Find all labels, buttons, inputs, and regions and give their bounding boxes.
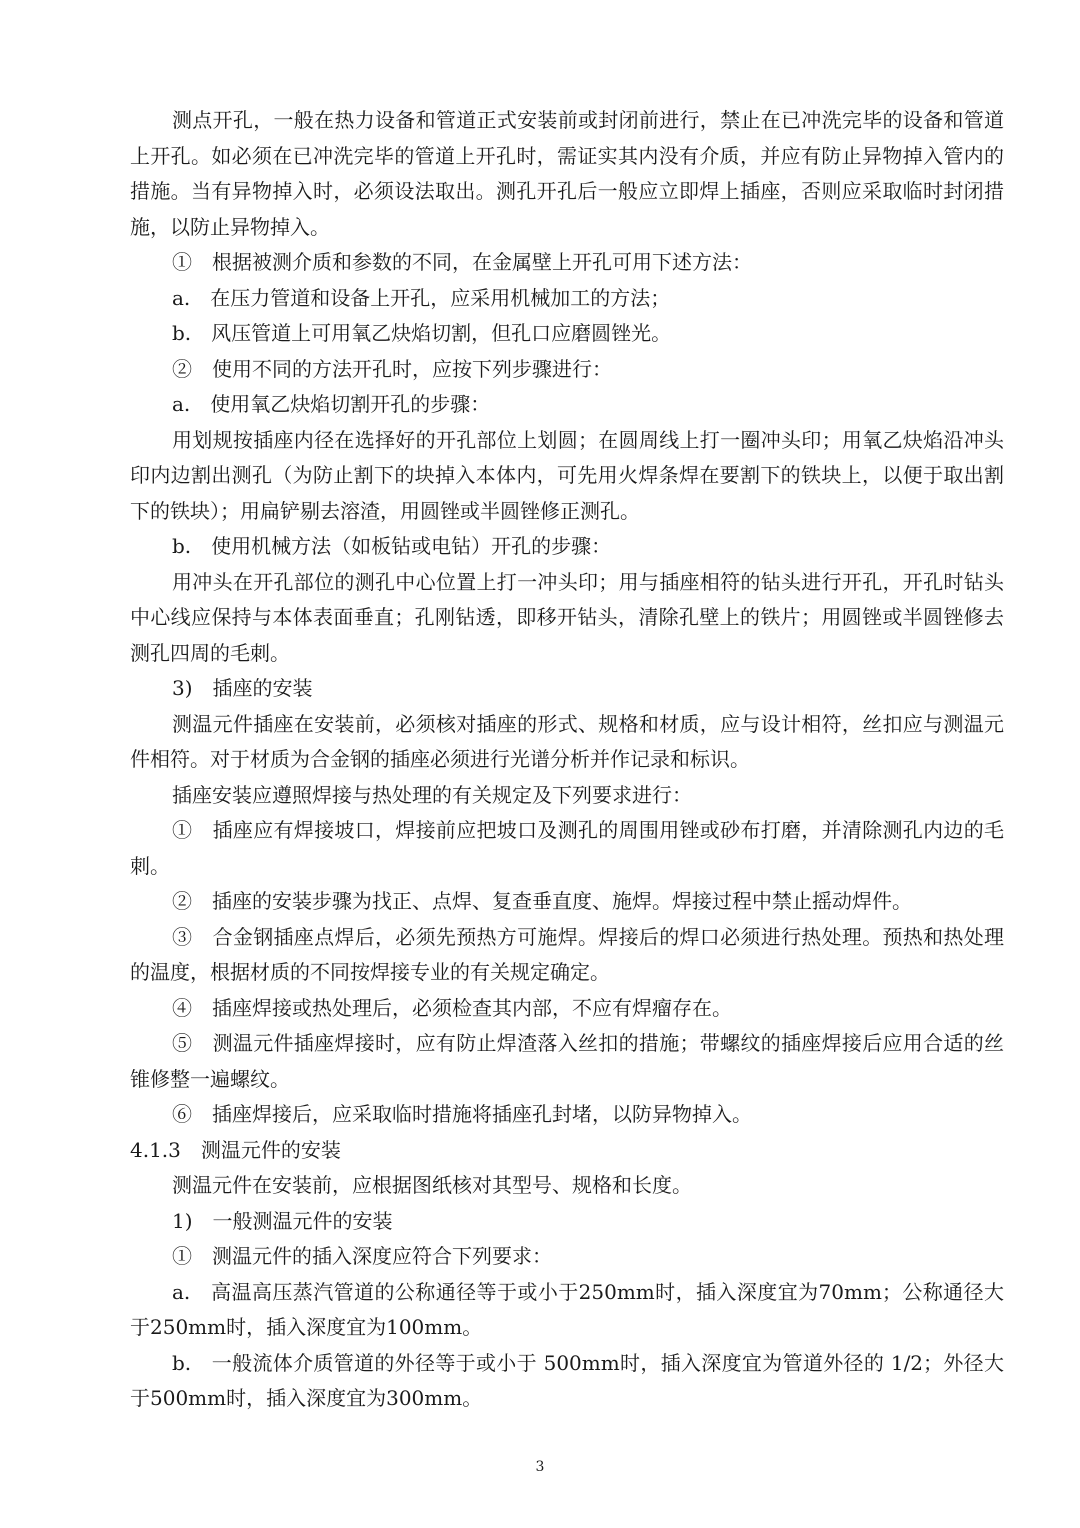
paragraph: 插座安装应遵照焊接与热处理的有关规定及下列要求进行：: [172, 782, 692, 807]
section-heading: 3) 插座的安装: [172, 676, 313, 700]
section-heading: 1) 一般测温元件的安装: [172, 1208, 393, 1233]
paragraph: 测温元件插座在安装前，必须核对插座的形式、规格和材质，应与设计相符，丝扣应与测温元件相符。对于材质为合金钢的插座必须进行光谱分析并作记录和标识。: [130, 711, 1004, 771]
paragraph: 测温元件在安装前，应根据图纸核对其型号、规格和长度。: [172, 1173, 692, 1197]
body-text: [130, 103, 1004, 1417]
paragraph: a. 使用氧乙炔焰切割开孔的步骤：: [172, 392, 491, 416]
paragraph: b. 一般流体介质管道的外径等于或小于 500mm时，插入深度宜为管道外径的 1/2；外径大于500mm时，插入深度宜为300mm。: [130, 1350, 1004, 1410]
paragraph: 用冲头在开孔部位的测孔中心位置上打一冲头印；用与插座相符的钻头进行开孔，开孔时钻头中心线应保持与本体表面垂直；孔刚钻透，即移开钻头，清除孔壁上的铁片；用圆锉或半圆锉修去测孔四周的毛刺。: [130, 569, 1004, 665]
paragraph: b. 风压管道上可用氧乙炔焰切割，但孔口应磨圆锉光。: [172, 321, 672, 345]
paragraph: b. 使用机械方法（如板钻或电钻）开孔的步骤：: [172, 534, 612, 558]
page-number: 3: [535, 1459, 545, 1475]
paragraph: 测点开孔，一般在热力设备和管道正式安装前或封闭前进行，禁止在已冲洗完毕的设备和管道上开孔。如必须在已冲洗完毕的管道上开孔时，需证实其内没有介质，并应有防止异物掉入管内的措施。当有异物掉入时，必须设法取出。测孔开孔后一般应立即焊上插座，否则应采取临时封闭措施，以防止异物掉入。: [130, 108, 1004, 239]
paragraph: ② 插座的安装步骤为找正、点焊、复查垂直度、施焊。焊接过程中禁止摇动焊件。: [172, 889, 912, 913]
section-heading: 4.1.3 测温元件的安装: [130, 1137, 341, 1162]
paragraph: ⑤ 测温元件插座焊接时，应有防止焊渣落入丝扣的措施；带螺纹的插座焊接后应用合适的丝锥修整一遍螺纹。: [130, 1031, 1004, 1091]
paragraph: ② 使用不同的方法开孔时，应按下列步骤进行：: [172, 356, 612, 381]
paragraph: ① 根据被测介质和参数的不同，在金属壁上开孔可用下述方法：: [172, 250, 752, 274]
paragraph: ③ 合金钢插座点焊后，必须先预热方可施焊。焊接后的焊口必须进行热处理。预热和热处理的温度，根据材质的不同按焊接专业的有关规定确定。: [130, 924, 1004, 984]
paragraph: ④ 插座焊接或热处理后，必须检查其内部，不应有焊瘤存在。: [172, 995, 732, 1020]
paragraph: a. 在压力管道和设备上开孔，应采用机械加工的方法；: [172, 285, 671, 310]
paragraph: a. 高温高压蒸汽管道的公称通径等于或小于250mm时，插入深度宜为70mm；公称通径大于250mm时，插入深度宜为100mm。: [130, 1279, 1004, 1339]
paragraph: 用划规按插座内径在选择好的开孔部位上划圆；在圆周线上打一圈冲头印；用氧乙炔焰沿冲头印内边割出测孔（为防止割下的块掉入本体内，可先用火焊条焊在要割下的铁块上，以便于取出割下的铁块）；用扁铲剔去溶渣，用圆锉或半圆锉修正测孔。: [130, 427, 1004, 523]
paragraph: ⑥ 插座焊接后，应采取临时措施将插座孔封堵，以防异物掉入。: [172, 1102, 752, 1126]
paragraph: ① 插座应有焊接坡口，焊接前应把坡口及测孔的周围用锉或砂布打磨，并清除测孔内边的毛刺。: [130, 818, 1004, 878]
paragraph: ① 测温元件的插入深度应符合下列要求：: [172, 1244, 552, 1268]
